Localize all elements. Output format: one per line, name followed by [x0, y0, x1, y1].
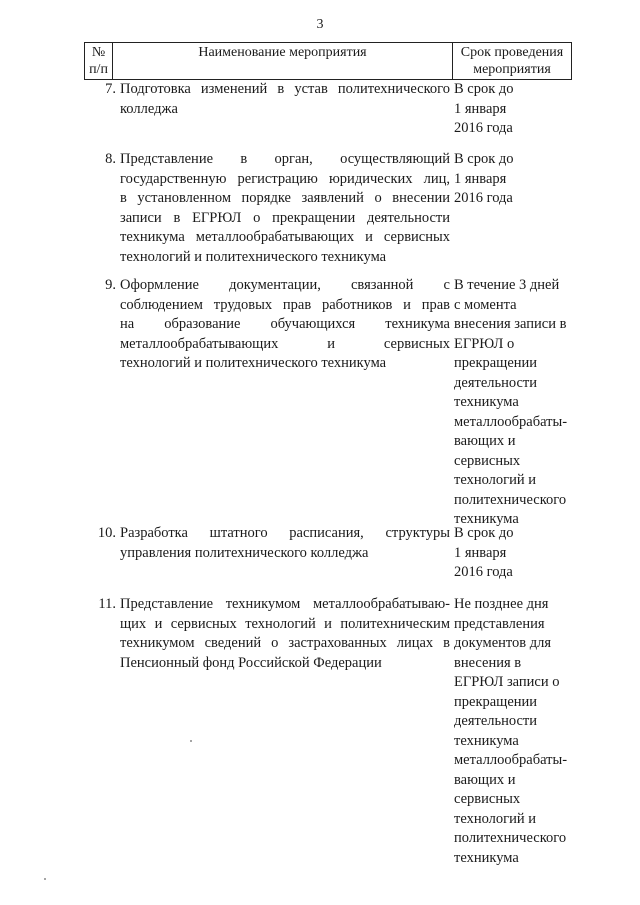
header-event-name: [112, 43, 452, 79]
header-deadline-line: Срок проведения: [460, 45, 564, 60]
row-number: 9.: [105, 277, 116, 293]
deadline-line: документов для: [454, 635, 552, 651]
table-header: [84, 42, 572, 80]
deadline-line: внесения в: [454, 654, 522, 671]
deadline-line: прекращении: [454, 355, 538, 371]
header-number: [84, 43, 112, 79]
event-name-line: техникума металлообрабатывающих и сервисных: [120, 229, 450, 245]
deadline-line: сервисных: [454, 452, 521, 469]
event-name-line: Оформление документации, связанной с: [120, 277, 450, 293]
deadline-line: 1 января: [454, 544, 507, 561]
deadline-line: техникума: [454, 849, 519, 866]
event-name-line: техникумом сведений о застрахованных лицах в: [120, 635, 450, 651]
table-row: [84, 524, 578, 583]
scan-speck: [190, 740, 192, 742]
header-event-name-line: Наименование мероприятия: [198, 45, 367, 60]
deadline-line: 1 января: [454, 100, 507, 117]
event-name-line: записи в ЕГРЮЛ о прекращении деятельности: [120, 209, 450, 226]
deadline-line: деятельности: [454, 374, 538, 391]
row-number: 7.: [105, 81, 116, 97]
deadline-line: политехнического: [454, 491, 567, 508]
event-name-line: Представление техникумом металлообрабатываю-: [120, 596, 450, 612]
deadline-line: сервисных: [454, 791, 521, 807]
event-name-line: управления политехнического колледжа: [120, 544, 369, 561]
header-deadline-line: мероприятия: [473, 62, 551, 77]
table-row: [84, 150, 578, 267]
scan-speck: [44, 878, 46, 880]
deadline-line: 2016 года: [454, 120, 513, 136]
deadline-line: В срок до: [454, 81, 514, 97]
event-name: [120, 595, 450, 868]
event-name: [120, 150, 450, 267]
deadline-line: В течение 3 дней: [454, 277, 560, 293]
event-name-line: Представление в орган, осуществляющий: [120, 151, 450, 167]
row-number: 8.: [105, 151, 116, 167]
event-deadline: [454, 80, 578, 139]
event-deadline: [454, 524, 578, 583]
deadline-line: 2016 года: [454, 190, 513, 206]
row-number: 10.: [97, 525, 116, 541]
deadline-line: техникума: [454, 732, 519, 749]
events-table: [84, 42, 572, 80]
deadline-line: ЕГРЮЛ записи о: [454, 674, 560, 690]
event-name-line: соблюдением трудовых прав работников и прав: [120, 296, 450, 313]
event-name-line: колледжа: [120, 100, 178, 117]
table-row: [84, 595, 578, 868]
deadline-line: технологий и: [454, 810, 536, 827]
deadline-line: вающих и: [454, 433, 516, 449]
deadline-line: вающих и: [454, 771, 516, 788]
table-row: [84, 80, 578, 139]
deadline-line: металлообрабаты-: [454, 413, 568, 430]
deadline-line: В срок до: [454, 151, 514, 167]
page-number: 3: [316, 17, 324, 32]
deadline-line: деятельности: [454, 713, 538, 729]
deadline-line: представления: [454, 615, 545, 632]
event-deadline: [454, 276, 578, 530]
event-name-line: технологий и политехнического техникума: [120, 248, 387, 265]
event-name: [120, 276, 450, 530]
header-number-line: №: [91, 45, 106, 60]
event-name: [120, 80, 450, 139]
deadline-line: В срок до: [454, 525, 514, 541]
event-name-line: Подготовка изменений в устав политехнического: [120, 81, 450, 97]
deadline-line: техникума: [454, 511, 519, 527]
event-name-line: Пенсионный фонд Российской Федерации: [120, 654, 382, 671]
deadline-line: с момента: [454, 296, 517, 313]
deadline-line: политехнического: [454, 830, 567, 846]
event-name-line: в установленном порядке заявлений о внесении: [120, 190, 450, 206]
row-number: 11.: [98, 596, 116, 612]
deadline-line: технологий и: [454, 472, 536, 488]
event-name-line: щих и сервисных технологий и политехническим: [120, 615, 450, 632]
deadline-line: прекращении: [454, 693, 538, 710]
event-name: [120, 524, 450, 583]
event-name-line: на образование обучающихся техникума: [120, 316, 450, 332]
event-name-line: металлообрабатывающих и сервисных: [120, 335, 450, 352]
deadline-line: Не позднее дня: [454, 596, 549, 612]
deadline-line: техникума: [454, 394, 519, 410]
deadline-line: металлообрабаты-: [454, 752, 568, 768]
deadline-line: внесения записи в: [454, 316, 567, 332]
event-name-line: Разработка штатного расписания, структуры: [120, 525, 450, 541]
header-deadline: [452, 43, 572, 79]
deadline-line: 1 января: [454, 170, 507, 187]
table-row: [84, 276, 578, 530]
event-deadline: [454, 150, 578, 267]
event-name-line: государственную регистрацию юридических лиц,: [120, 170, 450, 187]
event-deadline: [454, 595, 578, 868]
deadline-line: ЕГРЮЛ о: [454, 335, 515, 352]
header-number-line: п/п: [89, 62, 108, 77]
deadline-line: 2016 года: [454, 564, 513, 580]
event-name-line: технологий и политехнического техникума: [120, 355, 387, 371]
